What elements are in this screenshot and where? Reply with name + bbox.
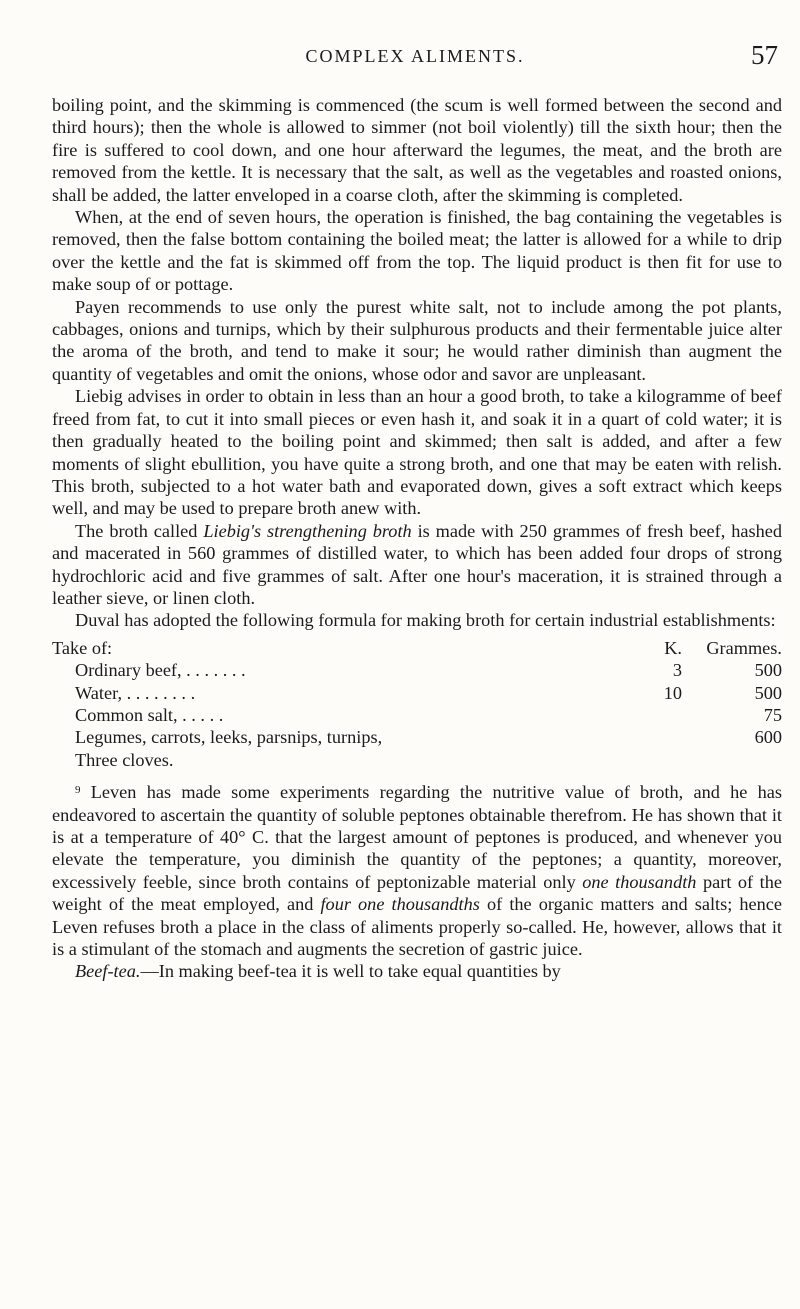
column-k-header: K. [664,637,682,658]
paragraph-liebig: Liebig advises in order to obtain in less than an hour a good broth, to take a kilogramme of beef freed from fat, to cut it into small pieces or even hash it, and soak it in a quart of cold water; it is then gradually heated to the boiling point and skimmed; then salt is added, and after a few moments of slight ebullition, you have quite a strong broth, and one that may be eaten with relish. This broth, subjected to a hot water bath and evaporated down, gives a soft extract which keeps well, and may be used to prepare broth anew with. [52,386,782,519]
paragraph-beef-tea [52,960,782,982]
paragraph-seven-hours: When, at the end of seven hours, the operation is finished, the bag containing the vegetables is removed, then the false bottom containing the boiled meat; the latter is allowed for a while to drip over the kettle and the fat is skimmed off from the top. The liquid product is then fit for use to make soup of or pottage. [52,207,782,295]
italic-term: Liebig's strengthening broth [203,520,412,541]
ingredient-grammes: 600 [754,727,782,748]
running-head [52,40,778,72]
ingredient-k: 10 [663,682,682,703]
paragraph-continued: boiling point, and the skimming is commenced (the scum is well formed between the second and third hours); then the whole is allowed to simmer (not boil violently) till the sixth hour; then the fire is suffered to cool down, and one hour afterward the legumes, the meat, and the broth are removed from the kettle. It is necessary that the salt, as well as the vegetables and roasted onions, shall be added, the latter enveloped in a coarse cloth, after the skimming is completed. [52,95,782,205]
text-segment: —In making beef-tea it is well to take equal quantities by [140,961,561,982]
ingredient-k [626,704,682,726]
paragraph-payen: Payen recommends to use only the purest white salt, not to include among the pot plants, cabbages, onions and turnips, which by their sulphurous products and their fermentable juice alter the aroma of the broth, and tend to make it sour; he would rather diminish than augment the quantity of vegetables and omit the onions, whose odor and savor are unpleasant. [52,296,782,384]
broth-formula-table [52,637,782,771]
column-grammes-header: Grammes. [706,637,782,658]
take-of-label: Take of: [52,637,113,658]
formula-row [52,704,782,726]
body-text [52,94,782,983]
text-segment: part of the weight of the meat employed, and [52,871,782,915]
ingredient-label: Common salt, . . . . . [75,704,224,725]
formula-header-row [52,637,782,659]
ingredient-label: Three cloves. [75,749,174,770]
formula-row [52,749,782,771]
ingredient-grammes: 500 [754,660,782,681]
footnote-marker: 9 [75,784,81,797]
formula-row [52,682,782,704]
page-number: 57 [751,40,778,70]
ingredient-label: Legumes, carrots, leeks, parsnips, turnips, [75,727,383,748]
italic-term: four one thousandths [320,894,480,915]
paragraph-strengthening-broth [52,520,782,610]
text-segment: of the organic matters and salts; hence Leven refuses broth a place in the class of aliments properly so-called. He, however, allows that it is a stimulant of the stomach and augments the secretion of gastric juice. [52,894,783,959]
chapter-title: COMPLEX ALIMENTS. [305,46,525,66]
ingredient-grammes: 500 [754,682,782,703]
footnote [52,781,782,960]
text-segment: Leven has made some experiments regarding the nutritive value of broth, and he has endeavored to ascertain the quantity of soluble peptones obtainable therefrom. He has shown that it is at a temperature of 40° C. that the largest amount of peptones is produced, and whenever you elevate the temperature, you diminish the quantity of the peptones; a quantity, moreover, excessively feeble, since broth contains of peptonizable material only [52,782,782,892]
ingredient-grammes [682,749,782,771]
section-heading-beef-tea: Beef-tea. [75,961,141,982]
ingredient-label: Ordinary beef, . . . . . . . [75,660,246,681]
ingredient-label: Water, . . . . . . . . [75,682,196,703]
text-segment: The broth called [75,520,204,541]
ingredient-k [626,749,682,771]
italic-term: one thousandth [582,871,697,892]
paragraph-duval: Duval has adopted the following formula for making broth for certain industrial establishments: [75,610,776,631]
text-segment: is made with 250 grammes of fresh beef, hashed and macerated in 560 grammes of distilled water, to which has been added four drops of strong hydrochloric acid and five grammes of salt. After one hour's maceration, it is strained through a leather sieve, or linen cloth. [52,520,782,608]
formula-row [52,726,782,748]
ingredient-grammes: 75 [763,704,782,725]
ingredient-k [626,726,682,748]
ingredient-k: 3 [672,660,682,681]
formula-row [52,659,782,681]
